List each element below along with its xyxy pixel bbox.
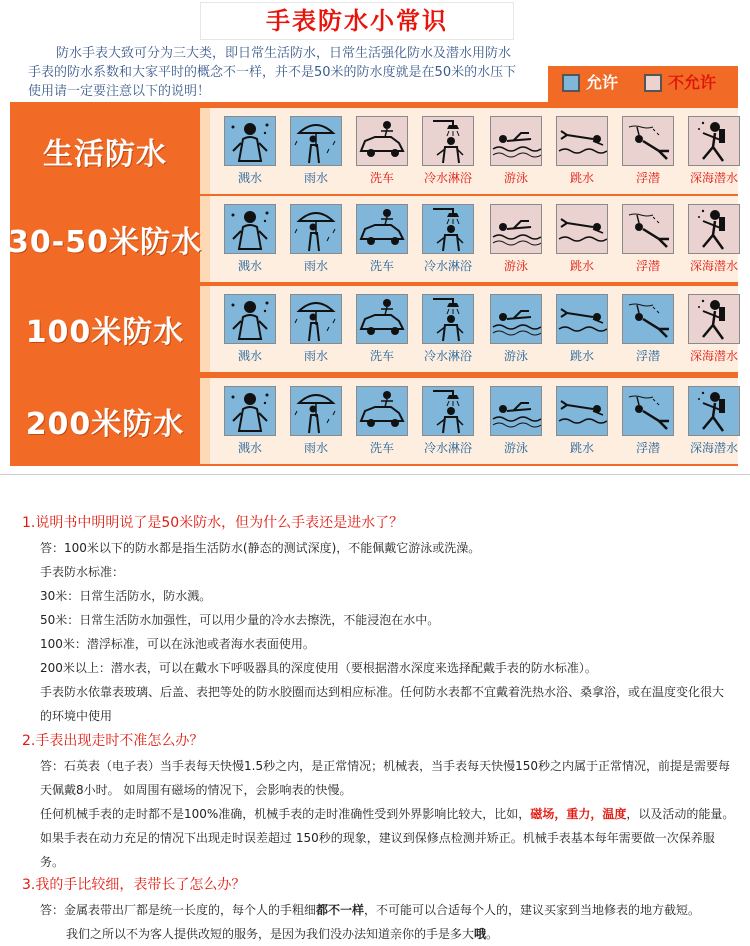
activity-cell (422, 204, 474, 274)
page-title: 手表防水小常识 (266, 7, 448, 35)
activity-cell (290, 204, 342, 274)
activity-caption: 雨水 (303, 171, 328, 185)
activity-caption: 洗车 (369, 441, 394, 455)
activity-strip (210, 108, 738, 194)
rain-umbrella-icon (290, 386, 342, 436)
activity-caption: 深海潜水 (689, 441, 738, 455)
swimming-icon (490, 204, 542, 254)
text-segment: 。 (486, 927, 499, 941)
activity-caption: 溅水 (237, 349, 262, 363)
row-label: 200米防水 (25, 407, 185, 442)
activity-cell (422, 116, 474, 186)
activity-cell (224, 294, 276, 364)
deny-label: 不允许 (668, 73, 717, 92)
diving-icon (556, 116, 608, 166)
activity-cell (688, 204, 740, 274)
title-box (200, 2, 514, 40)
cold-shower-icon (422, 204, 474, 254)
activity-cell (622, 204, 674, 274)
activity-strip (210, 286, 738, 372)
activity-caption: 浮潜 (635, 171, 660, 185)
cold-shower-icon (422, 294, 474, 344)
activity-strip (210, 378, 738, 464)
activity-cell (622, 386, 674, 456)
car-wash-icon (356, 116, 408, 166)
faq-question-2: 2.手表出现走时不准怎么办？ (22, 733, 204, 749)
faq-answer-1-line: 手表防水标准： (40, 565, 125, 579)
activity-caption: 跳水 (569, 349, 594, 363)
activity-cell (290, 116, 342, 186)
car-wash-icon (356, 386, 408, 436)
row-label: 100米防水 (25, 315, 185, 350)
text-segment: 我们之所以不为客人提供改短的服务，是因为我们没办法知道亲你的手是多大 (66, 927, 475, 941)
activity-caption: 溅水 (237, 259, 262, 273)
row-label: 30-50米防水 (8, 225, 202, 260)
activity-cell (290, 386, 342, 456)
activity-cell (224, 204, 276, 274)
intro-line-2: 手表的防水系数和大家平时的概念不一样，并不是50米的防水度就是在50米的水压下 (28, 65, 517, 80)
row-label-box (10, 108, 200, 194)
activity-cell (224, 116, 276, 186)
faq-answer-1-line: 200米以上：潜水表，可以在戴水下呼吸器具的深度使用（要根据潜水深度来选择配戴手表的防水标准）。 (40, 661, 597, 675)
allow-swatch (562, 74, 580, 92)
bold-text: 都不一样 (316, 903, 365, 917)
snorkeling-icon (622, 204, 674, 254)
intro-text (28, 44, 528, 101)
swimming-icon (490, 386, 542, 436)
activity-cell (490, 204, 542, 274)
waterproof-chart-panel (0, 0, 750, 472)
faq-answer-1-line: 100米：潜浮标准，可以在泳池或者海水表面使用。 (40, 637, 315, 651)
activity-caption: 冷水淋浴 (423, 441, 472, 455)
highlight-text: 磁场，重力，温度 (530, 807, 627, 821)
activity-strip (210, 196, 738, 282)
car-wash-icon (356, 294, 408, 344)
activity-cell (356, 204, 408, 274)
activity-cell (356, 294, 408, 364)
rating-row (10, 108, 738, 194)
car-wash-icon (356, 204, 408, 254)
activity-caption: 冷水淋浴 (423, 349, 472, 363)
text-segment: ，以及活动的能量。 (626, 807, 735, 821)
cold-shower-icon (422, 116, 474, 166)
diving-icon (556, 294, 608, 344)
activity-caption: 深海潜水 (689, 349, 738, 363)
splash-icon (224, 116, 276, 166)
diving-icon (556, 386, 608, 436)
legend (548, 66, 738, 102)
rain-umbrella-icon (290, 204, 342, 254)
activity-cell (490, 116, 542, 186)
faq-answer-2-line (22, 802, 737, 826)
activity-caption: 溅水 (237, 171, 262, 185)
splash-icon (224, 294, 276, 344)
deep-sea-diving-icon (688, 386, 740, 436)
activity-cell (622, 294, 674, 364)
row-label-box (10, 196, 200, 282)
activity-cell (356, 116, 408, 186)
activity-caption: 雨水 (303, 259, 328, 273)
activity-cell (688, 116, 740, 186)
faq-answer-1-line: 答：100米以下的防水都是指生活防水(静态的测试深度)，不能佩戴它游泳或洗澡。 (40, 541, 481, 555)
splash-icon (224, 386, 276, 436)
splash-icon (224, 204, 276, 254)
intro-line-1: 防水手表大致可分为三大类，即日常生活防水，日常生活强化防水及潜水用防水 (56, 46, 512, 61)
activity-caption: 浮潜 (635, 349, 660, 363)
deep-sea-diving-icon (688, 294, 740, 344)
deny-swatch (644, 74, 662, 92)
faq-answer-3-line (22, 898, 737, 922)
activity-caption: 洗车 (369, 349, 394, 363)
activity-cell (556, 204, 608, 274)
activity-caption: 洗车 (369, 259, 394, 273)
faq-answer-2-line: 务。 (40, 855, 65, 869)
activity-cell (490, 386, 542, 456)
activity-caption: 冷水淋浴 (423, 259, 472, 273)
row-label: 生活防水 (43, 137, 167, 172)
faq-question-3: 3.我的手比较细，表带长了怎么办？ (22, 877, 246, 893)
row-label-box (10, 286, 200, 372)
snorkeling-icon (622, 116, 674, 166)
activity-cell (688, 386, 740, 456)
activity-caption: 洗车 (369, 171, 394, 185)
swimming-icon (490, 294, 542, 344)
allow-label: 允许 (586, 73, 619, 92)
bold-text: 哦 (474, 927, 487, 941)
intro-line-3: 使用请一定要注意以下的说明！ (28, 84, 211, 99)
activity-caption: 跳水 (569, 441, 594, 455)
activity-caption: 冷水淋浴 (423, 171, 472, 185)
rating-row (10, 286, 738, 372)
faq-answer-2-line: 如果手表在动力充足的情况下出现走时误差超过 150秒的现象，建议到保修点检测并矫正。机械手表基本每年需要做一次保养服 (40, 831, 715, 845)
activity-cell (224, 386, 276, 456)
diving-icon (556, 204, 608, 254)
snorkeling-icon (622, 294, 674, 344)
text-segment: 任何机械手表的走时都不是100%准确，机械手表的走时准确性受到外界影响比较大，比如， (40, 807, 531, 821)
activity-caption: 雨水 (303, 441, 328, 455)
activity-cell (290, 294, 342, 364)
activity-caption: 深海潜水 (689, 171, 738, 185)
rain-umbrella-icon (290, 294, 342, 344)
snorkeling-icon (622, 386, 674, 436)
divider (0, 474, 750, 475)
rating-row (10, 196, 738, 282)
rain-umbrella-icon (290, 116, 342, 166)
activity-caption: 浮潜 (635, 259, 660, 273)
activity-caption: 雨水 (303, 349, 328, 363)
faq-section (22, 512, 737, 946)
deep-sea-diving-icon (688, 116, 740, 166)
faq-answer-2-line: 答：石英表（电子表）当手表每天快慢1.5秒之内，是正常情况；机械表，当手表每天快慢150秒之内属于正常情况，前提是需要每 (40, 759, 730, 773)
activity-cell (490, 294, 542, 364)
rating-row (10, 378, 738, 464)
activity-cell (556, 116, 608, 186)
activity-cell (556, 386, 608, 456)
activity-caption: 游泳 (503, 171, 528, 185)
faq-answer-1-line: 30米：日常生活防水，防水溅。 (40, 589, 212, 603)
activity-cell (622, 116, 674, 186)
activity-caption: 跳水 (569, 171, 594, 185)
faq-answer-1-line: 手表防水依靠表玻璃、后盖、表把等处的防水胶圈而达到相应标准。任何防水表都不宜戴着洗热水浴、桑拿浴，或在温度变化很大 (40, 685, 725, 699)
faq-question-1: 1.说明书中明明说了是50米防水，但为什么手表还是进水了？ (22, 515, 404, 531)
activity-caption: 浮潜 (635, 441, 660, 455)
activity-caption: 游泳 (503, 259, 528, 273)
faq-answer-1-line: 的环境中使用 (40, 709, 113, 723)
activity-cell (422, 294, 474, 364)
swimming-icon (490, 116, 542, 166)
row-label-box (10, 378, 200, 464)
faq-answer-3-line (22, 922, 737, 946)
deep-sea-diving-icon (688, 204, 740, 254)
activity-cell (688, 294, 740, 364)
faq-answer-2-line: 天佩戴8小时。 如周围有磁场的情况下，会影响表的快慢。 (40, 783, 352, 797)
text-segment: 答：金属表带出厂都是统一长度的，每个人的手粗细 (40, 903, 317, 917)
activity-cell (356, 386, 408, 456)
activity-caption: 深海潜水 (689, 259, 738, 273)
activity-caption: 游泳 (503, 441, 528, 455)
activity-cell (556, 294, 608, 364)
text-segment: ，不可能可以合适每个人的，建议买家到当地修表的地方截短。 (364, 903, 701, 917)
activity-caption: 溅水 (237, 441, 262, 455)
faq-answer-1-line: 50米：日常生活防水加强性，可以用少量的冷水去擦洗，不能浸泡在水中。 (40, 613, 440, 627)
activity-caption: 游泳 (503, 349, 528, 363)
cold-shower-icon (422, 386, 474, 436)
activity-cell (422, 386, 474, 456)
activity-caption: 跳水 (569, 259, 594, 273)
